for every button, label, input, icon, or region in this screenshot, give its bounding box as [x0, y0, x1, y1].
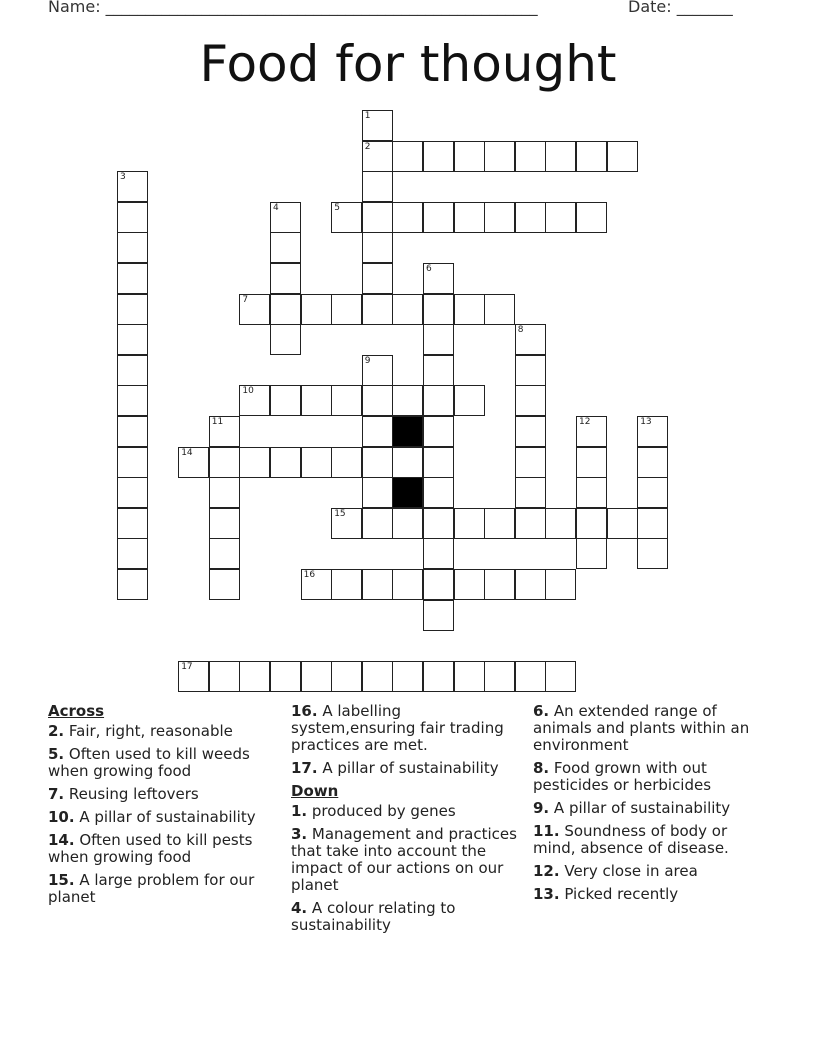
clue-number: 3	[120, 172, 126, 183]
grid-cell[interactable]	[270, 661, 301, 692]
grid-cell[interactable]	[576, 141, 607, 172]
grid-cell[interactable]	[331, 202, 362, 233]
clue-number: 10	[242, 386, 254, 397]
grid-cell[interactable]	[515, 661, 546, 692]
clue-item	[48, 809, 284, 826]
grid-cell[interactable]	[484, 508, 515, 539]
clue-number-label: 6.	[533, 702, 550, 720]
clue-item	[48, 746, 284, 780]
clue-text: Very close in area	[559, 862, 698, 880]
clue-text: Fair, right, reasonable	[64, 722, 233, 740]
grid-cell[interactable]	[576, 416, 607, 447]
clue-number: 14	[181, 447, 193, 458]
clue-text: A pillar of sustainability	[549, 799, 731, 817]
grid-cell[interactable]	[423, 141, 454, 172]
clue-number: 12	[579, 417, 591, 427]
grid-cell[interactable]	[117, 202, 148, 233]
grid-cell[interactable]	[515, 324, 546, 355]
grid-cell[interactable]	[209, 477, 240, 508]
grid-cell[interactable]	[239, 661, 270, 692]
grid-cell[interactable]	[576, 508, 607, 539]
grid-cell[interactable]	[392, 202, 423, 233]
clue-text: A large problem for our planet	[48, 871, 255, 906]
grid-cell[interactable]	[362, 355, 393, 386]
grid-cell[interactable]	[331, 294, 362, 325]
grid-cell[interactable]	[362, 508, 393, 539]
grid-cell[interactable]	[515, 477, 546, 508]
clue-number-label: 10.	[48, 808, 75, 826]
clue-text: produced by genes	[307, 802, 456, 820]
grid-cell[interactable]	[423, 294, 454, 325]
grid-cell[interactable]	[362, 416, 393, 447]
grid-cell[interactable]	[301, 294, 332, 325]
grid-cell[interactable]	[301, 385, 332, 416]
grid-cell[interactable]	[454, 202, 485, 233]
grid-cell[interactable]	[362, 141, 393, 172]
grid-cell[interactable]	[545, 661, 576, 692]
grid-cell[interactable]	[362, 263, 393, 294]
grid-cell[interactable]	[362, 294, 393, 325]
grid-cell[interactable]	[423, 600, 454, 631]
grid-cell[interactable]	[239, 294, 270, 325]
grid-cell[interactable]	[301, 569, 332, 600]
clue-item	[533, 823, 773, 857]
grid-cell[interactable]	[178, 447, 209, 478]
grid-cell[interactable]	[392, 294, 423, 325]
grid-cell[interactable]	[637, 416, 668, 447]
clue-number: 8	[517, 325, 524, 336]
grid-cell[interactable]	[484, 569, 515, 600]
grid-cell[interactable]	[607, 141, 638, 172]
clue-item	[291, 803, 527, 820]
grid-cell[interactable]	[331, 569, 362, 600]
grid-cell[interactable]	[270, 447, 301, 478]
clue-text: Often used to kill weeds when growing food	[48, 745, 250, 780]
clue-number-label: 7.	[48, 785, 65, 803]
grid-cell[interactable]	[515, 141, 546, 172]
clue-text: A pillar of sustainability	[317, 759, 499, 777]
page-title: Food for thought	[199, 35, 617, 93]
grid-cell[interactable]	[362, 447, 393, 478]
grid-cell[interactable]	[637, 447, 668, 478]
clues-column-2	[291, 703, 527, 940]
grid-cell[interactable]	[515, 508, 546, 539]
grid-cell[interactable]	[117, 447, 148, 478]
grid-cell[interactable]	[423, 508, 454, 539]
clue-number: 16	[303, 570, 316, 580]
grid-cell[interactable]	[362, 569, 393, 600]
grid-cell[interactable]	[576, 477, 607, 508]
grid-cell[interactable]	[270, 324, 301, 355]
grid-cell[interactable]	[515, 385, 546, 416]
grid-cell[interactable]	[209, 661, 240, 692]
clue-text: Management and practices that take into account the impact of our actions on our planet	[291, 825, 517, 894]
clue-item	[291, 760, 527, 777]
clue-number: 17	[181, 661, 193, 672]
clue-number: 6	[426, 264, 432, 274]
grid-cell[interactable]	[239, 385, 270, 416]
grid-cell[interactable]	[209, 569, 240, 600]
clue-item	[291, 900, 527, 934]
grid-cell[interactable]	[423, 385, 454, 416]
grid-cell[interactable]	[484, 202, 515, 233]
grid-cell[interactable]	[392, 385, 423, 416]
grid-cell[interactable]	[178, 661, 209, 692]
black-cell	[392, 416, 423, 447]
clue-number-label: 13.	[533, 885, 560, 903]
grid-cell[interactable]	[117, 355, 148, 386]
clue-number: 13	[640, 417, 652, 427]
clue-number-label: 17.	[291, 759, 318, 777]
clue-text: An extended range of animals and plants within an environment	[533, 702, 750, 754]
grid-cell[interactable]	[270, 263, 301, 294]
grid-cell[interactable]	[423, 569, 454, 600]
clue-number: 4	[273, 202, 279, 213]
clue-text: Often used to kill pests when growing food	[48, 831, 253, 866]
grid-cell[interactable]	[117, 508, 148, 539]
grid-cell[interactable]	[576, 447, 607, 478]
grid-cell[interactable]	[637, 538, 668, 569]
grid-cell[interactable]	[423, 202, 454, 233]
clue-number: 15	[334, 508, 346, 519]
grid-cell[interactable]	[515, 416, 546, 447]
clue-number-label: 4.	[291, 899, 308, 917]
clue-number-label: 14.	[48, 831, 75, 849]
grid-cell[interactable]	[331, 385, 362, 416]
clue-number: 9	[364, 355, 371, 366]
clues-column-3	[533, 703, 773, 909]
grid-cell[interactable]	[454, 294, 485, 325]
clue-text: A pillar of sustainability	[74, 808, 256, 826]
grid-cell[interactable]	[362, 661, 393, 692]
grid-cell[interactable]	[117, 477, 148, 508]
grid-cell[interactable]	[209, 538, 240, 569]
clue-number-label: 11.	[533, 822, 560, 840]
clue-item	[533, 800, 773, 817]
grid-cell[interactable]	[454, 385, 485, 416]
grid-cell[interactable]	[484, 141, 515, 172]
clue-number-label: 16.	[291, 702, 318, 720]
grid-cell[interactable]	[454, 661, 485, 692]
grid-cell[interactable]	[331, 661, 362, 692]
grid-cell[interactable]	[423, 477, 454, 508]
grid-cell[interactable]	[392, 569, 423, 600]
clue-number-label: 15.	[48, 871, 75, 889]
grid-cell[interactable]	[117, 569, 148, 600]
grid-cell[interactable]	[392, 447, 423, 478]
grid-cell[interactable]	[362, 110, 393, 141]
clue-number-label: 12.	[533, 862, 560, 880]
clue-item	[48, 832, 284, 866]
grid-cell[interactable]	[454, 141, 485, 172]
clue-text: A labelling system,ensuring fair trading practices are met.	[291, 702, 504, 754]
grid-cell[interactable]	[117, 232, 148, 263]
grid-cell[interactable]	[270, 385, 301, 416]
clue-item	[48, 872, 284, 906]
grid-cell[interactable]	[637, 477, 668, 508]
grid-cell[interactable]	[515, 447, 546, 478]
clue-text: Soundness of body or mind, absence of disease.	[533, 822, 729, 857]
clue-text: Picked recently	[559, 885, 679, 903]
grid-cell[interactable]	[545, 141, 576, 172]
black-cell	[392, 477, 423, 508]
clue-number: 5	[334, 202, 340, 213]
clue-number: 7	[242, 294, 249, 305]
grid-cell[interactable]	[301, 447, 332, 478]
grid-cell[interactable]	[576, 538, 607, 569]
clue-item	[48, 786, 284, 803]
clue-text: A colour relating to sustainability	[291, 899, 456, 934]
name-field-label[interactable]: Name: ______________________________________________________	[48, 0, 538, 16]
clue-item	[48, 723, 284, 740]
grid-cell[interactable]	[117, 385, 148, 416]
grid-cell[interactable]	[515, 202, 546, 233]
grid-cell[interactable]	[423, 263, 454, 294]
grid-cell[interactable]	[545, 202, 576, 233]
grid-cell[interactable]	[423, 324, 454, 355]
grid-cell[interactable]	[117, 538, 148, 569]
clue-item	[533, 886, 773, 903]
grid-cell[interactable]	[117, 324, 148, 355]
clues-column-1	[48, 703, 284, 912]
clue-number-label: 1.	[291, 802, 308, 820]
grid-cell[interactable]	[362, 385, 393, 416]
grid-cell[interactable]	[270, 202, 301, 233]
grid-cell[interactable]	[515, 355, 546, 386]
clue-item	[533, 703, 773, 754]
clue-number: 1	[364, 111, 371, 121]
grid-cell[interactable]	[209, 416, 240, 447]
clue-item	[533, 760, 773, 794]
date-field-label[interactable]: Date: _______	[628, 0, 733, 16]
grid-cell[interactable]	[423, 355, 454, 386]
grid-cell[interactable]	[392, 508, 423, 539]
clue-number-label: 5.	[48, 745, 65, 763]
section-heading: Down	[291, 782, 339, 800]
grid-cell[interactable]	[576, 202, 607, 233]
grid-cell[interactable]	[362, 202, 393, 233]
grid-cell[interactable]	[362, 477, 393, 508]
grid-cell[interactable]	[270, 294, 301, 325]
clue-text: Reusing leftovers	[64, 785, 199, 803]
section-heading: Across	[48, 702, 105, 720]
grid-cell[interactable]	[423, 538, 454, 569]
grid-cell[interactable]	[392, 141, 423, 172]
grid-cell[interactable]	[454, 508, 485, 539]
grid-cell[interactable]	[117, 294, 148, 325]
grid-cell[interactable]	[607, 508, 638, 539]
grid-cell[interactable]	[362, 171, 393, 202]
grid-cell[interactable]	[423, 661, 454, 692]
grid-cell[interactable]	[117, 416, 148, 447]
clue-number: 2	[364, 141, 371, 152]
grid-cell[interactable]	[270, 232, 301, 263]
grid-cell[interactable]	[423, 416, 454, 447]
grid-cell[interactable]	[423, 447, 454, 478]
clue-number-label: 8.	[533, 759, 550, 777]
clue-item	[533, 863, 773, 880]
grid-cell[interactable]	[362, 232, 393, 263]
clue-number-label: 2.	[48, 722, 65, 740]
grid-cell[interactable]	[301, 661, 332, 692]
clue-text: Food grown with out pesticides or herbicides	[533, 759, 712, 794]
clue-item	[291, 826, 527, 894]
grid-cell[interactable]	[331, 508, 362, 539]
grid-cell[interactable]	[637, 508, 668, 539]
grid-cell[interactable]	[209, 447, 240, 478]
grid-cell[interactable]	[239, 447, 270, 478]
grid-cell[interactable]	[117, 171, 148, 202]
grid-cell[interactable]	[484, 661, 515, 692]
grid-cell[interactable]	[515, 569, 546, 600]
grid-cell[interactable]	[484, 294, 515, 325]
grid-cell[interactable]	[209, 508, 240, 539]
grid-cell[interactable]	[331, 447, 362, 478]
grid-cell[interactable]	[545, 569, 576, 600]
clue-number-label: 9.	[533, 799, 550, 817]
grid-cell[interactable]	[454, 569, 485, 600]
grid-cell[interactable]	[117, 263, 148, 294]
grid-cell[interactable]	[392, 661, 423, 692]
grid-cell[interactable]	[545, 508, 576, 539]
clue-number-label: 3.	[291, 825, 308, 843]
clue-item	[291, 703, 527, 754]
clue-number: 11	[211, 417, 224, 427]
